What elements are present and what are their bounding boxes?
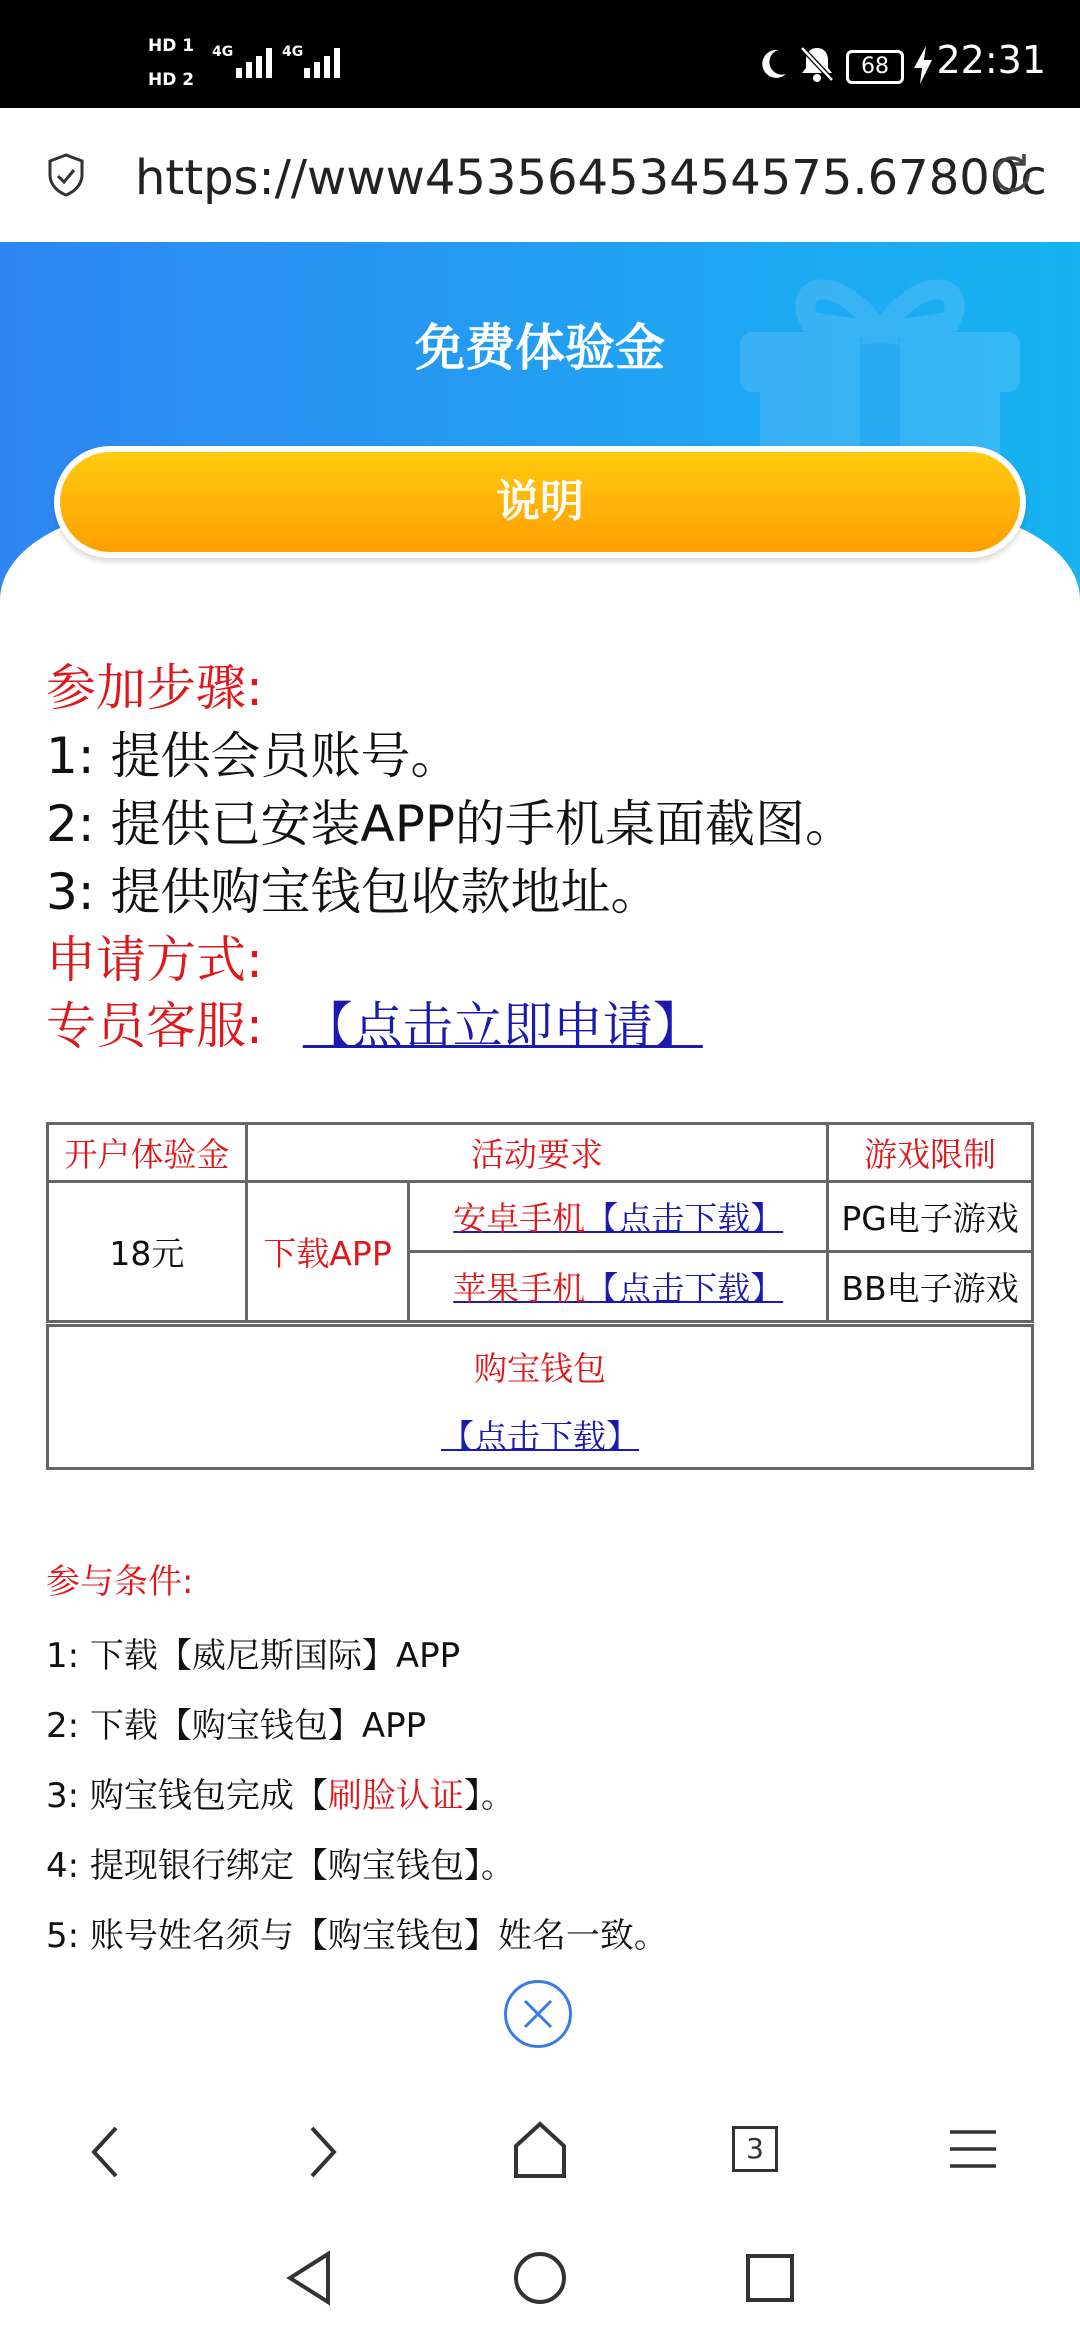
condition-item-1: 1: 下载【威尼斯国际】APP: [46, 1636, 461, 1676]
status-bar: [0, 0, 1080, 108]
wallet-box: [46, 1324, 1034, 1470]
steps-heading: 参加步骤:: [46, 659, 263, 717]
url-field[interactable]: https://www45356453454575.67800c: [135, 150, 1047, 206]
network-type-2: 4G: [282, 44, 304, 60]
face-auth-highlight: 刷脸认证: [327, 1776, 464, 1816]
browser-toolbar: [0, 2080, 1080, 2220]
game-bb: BB电子游戏: [828, 1252, 1033, 1322]
bonus-amount: 18元: [48, 1182, 247, 1322]
requirement-cell: 下载APP: [246, 1182, 408, 1322]
header-game-limit: 游戏限制: [828, 1124, 1033, 1182]
service-row: [46, 986, 703, 1058]
service-label: 专员客服:: [46, 997, 263, 1055]
menu-icon[interactable]: [948, 2126, 998, 2172]
description-button[interactable]: 说明: [54, 446, 1026, 558]
nav-home-icon[interactable]: [510, 2248, 570, 2308]
ios-download-link[interactable]: [409, 1252, 828, 1322]
page-title: 免费体验金: [415, 319, 665, 377]
ios-label: 苹果手机: [453, 1269, 586, 1308]
condition-item-3: 3: 购宝钱包完成【刷脸认证】。: [46, 1776, 515, 1816]
sim2-label: HD 2: [148, 70, 195, 90]
tabs-button[interactable]: 3: [732, 2126, 778, 2172]
wallet-download-link[interactable]: 【点击下载】: [441, 1417, 639, 1456]
condition-item-2: 2: 下载【购宝钱包】APP: [46, 1706, 427, 1746]
charging-icon: [912, 46, 934, 84]
ios-link-text: 【点击下载】: [585, 1269, 784, 1308]
game-pg: PG电子游戏: [828, 1182, 1033, 1252]
mute-bell-icon: [798, 44, 836, 84]
android-download-link[interactable]: [409, 1182, 828, 1252]
home-icon[interactable]: [512, 2120, 568, 2180]
sim1-label: HD 1: [148, 36, 195, 56]
moon-icon: [754, 46, 790, 82]
signal-icon-2: [304, 48, 340, 78]
back-icon[interactable]: [86, 2122, 130, 2182]
header-bonus: 开户体验金: [48, 1124, 247, 1182]
reload-icon[interactable]: [988, 150, 1036, 198]
header-requirement: 活动要求: [246, 1124, 827, 1182]
condition-item-5: 5: 账号姓名须与【购宝钱包】姓名一致。: [46, 1916, 668, 1956]
activity-table: [46, 1122, 1034, 1323]
apply-link[interactable]: 【点击立即申请】: [302, 997, 703, 1055]
close-icon: [507, 1983, 569, 2045]
network-type-1: 4G: [212, 44, 234, 60]
wallet-title: 购宝钱包: [474, 1349, 606, 1388]
shield-check-icon[interactable]: [46, 152, 86, 198]
clock: 22:31: [936, 38, 1046, 82]
signal-icon: [236, 48, 272, 78]
step-item-2: 2: 提供已安装APP的手机桌面截图。: [46, 795, 856, 853]
apply-heading: 申请方式:: [46, 931, 263, 989]
android-label: 安卓手机: [453, 1199, 586, 1238]
nav-recents-icon[interactable]: [744, 2252, 796, 2304]
step-item-1: 1: 提供会员账号。: [46, 727, 461, 785]
android-link-text: 【点击下载】: [585, 1199, 784, 1238]
close-button[interactable]: [504, 1980, 572, 2048]
condition-item-4: 4: 提现银行绑定【购宝钱包】。: [46, 1846, 515, 1886]
conditions-heading: 参与条件:: [46, 1562, 194, 1602]
nav-back-icon[interactable]: [282, 2248, 336, 2308]
battery-indicator: 68: [846, 50, 904, 84]
system-navigation-bar: [0, 2220, 1080, 2340]
forward-icon[interactable]: [300, 2122, 344, 2182]
step-item-3: 3: 提供购宝钱包收款地址。: [46, 863, 661, 921]
